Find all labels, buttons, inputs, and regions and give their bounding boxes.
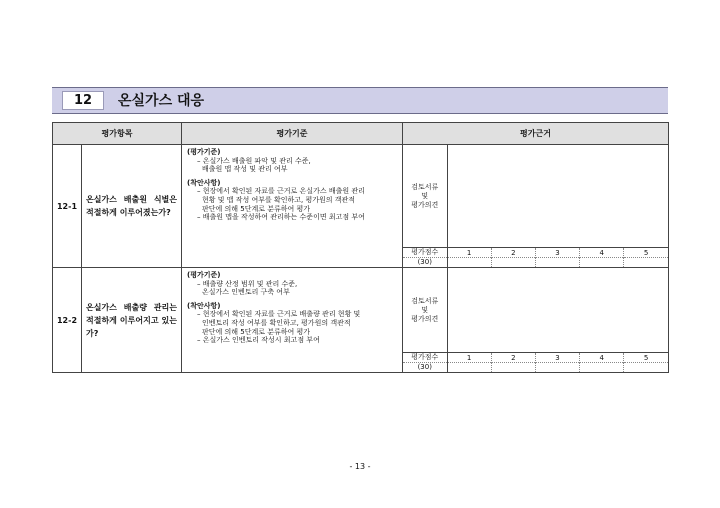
evaluation-basis: [403, 268, 669, 373]
score-cell[interactable]: [580, 258, 624, 268]
score-cell[interactable]: [580, 363, 624, 373]
basis-opinion-area[interactable]: [447, 268, 668, 353]
section-title: 온실가스 대응: [118, 93, 205, 109]
evaluation-item: [82, 268, 182, 373]
basis-grid: [403, 268, 668, 372]
header-basis: 평가근거: [403, 123, 669, 145]
evaluation-table: [52, 122, 669, 373]
score-option[interactable]: 2: [491, 353, 535, 363]
notes-heading: (착안사항): [187, 178, 221, 187]
basis-label: 검토서류 및 평가의견: [403, 268, 447, 353]
score-cell[interactable]: [624, 258, 668, 268]
score-max: (30): [403, 363, 447, 373]
score-row: [403, 353, 668, 363]
evaluation-criteria: [182, 145, 403, 268]
table-row: [53, 268, 669, 373]
score-cell[interactable]: [447, 258, 491, 268]
score-max-row: [403, 363, 668, 373]
score-option[interactable]: 3: [535, 353, 579, 363]
score-cell[interactable]: [535, 363, 579, 373]
section-number: 12: [62, 91, 104, 110]
evaluation-basis: [403, 145, 669, 268]
item-line: 가?: [86, 328, 99, 338]
criteria-line: – 온실가스 배출원 파악 및 관리 수준,: [197, 156, 311, 165]
header-criteria: 평가기준: [182, 123, 403, 145]
criteria-heading: (평가기준): [187, 148, 221, 156]
basis-label: 검토서류 및 평가의견: [403, 145, 447, 248]
notes-line: 판단에 의해 5단계로 분류하여 평가: [202, 204, 311, 213]
evaluation-item: [82, 145, 182, 268]
notes-line: – 현장에서 확인된 자료를 근거로 온실가스 배출원 관리: [197, 187, 365, 196]
page-number: - 13 -: [349, 462, 371, 471]
item-line: 온실가스 배출량 관리는: [86, 302, 178, 312]
score-cell[interactable]: [535, 258, 579, 268]
header-item: 평가항목: [53, 123, 182, 145]
item-line: 적절하게 이루어졌는가?: [86, 208, 171, 217]
criteria-line: – 배출량 산정 범위 및 관리 수준,: [197, 279, 298, 288]
row-number: 12-1: [53, 145, 82, 268]
row-number: 12-2: [53, 268, 82, 373]
item-line: 온실가스 배출원 식별은: [86, 195, 178, 204]
score-option[interactable]: 1: [447, 248, 491, 258]
table-header-row: [53, 123, 669, 145]
basis-opinion-area[interactable]: [447, 145, 668, 248]
notes-heading: (착안사항): [187, 301, 221, 310]
score-option[interactable]: 5: [624, 353, 668, 363]
score-row: [403, 248, 668, 258]
score-option[interactable]: 1: [447, 353, 491, 363]
table-row: [53, 145, 669, 268]
score-cell[interactable]: [447, 363, 491, 373]
section-header: [52, 87, 668, 114]
score-label: 평가점수: [403, 353, 447, 363]
score-option[interactable]: 4: [580, 248, 624, 258]
item-line: 적절하게 이루어지고 있는: [86, 315, 178, 325]
score-cell[interactable]: [491, 363, 535, 373]
criteria-heading: (평가기준): [187, 271, 221, 279]
score-option[interactable]: 2: [491, 248, 535, 258]
score-max: (30): [403, 258, 447, 268]
notes-line: – 배출원 맵을 작성하여 관리하는 수준이면 최고점 부여: [197, 213, 365, 222]
notes-line: – 온실가스 인벤토리 작성시 최고점 부여: [197, 336, 320, 345]
notes-line: 인벤토리 작성 여부를 확인하고, 평가원의 객관적: [202, 318, 351, 327]
notes-line: 판단에 의해 5단계로 분류하여 평가: [202, 327, 311, 336]
score-cell[interactable]: [624, 363, 668, 373]
evaluation-criteria: [182, 268, 403, 373]
score-label: 평가점수: [403, 248, 447, 258]
score-option[interactable]: 5: [624, 248, 668, 258]
notes-line: 현황 및 맵 작성 여부를 확인하고, 평가원의 객관적: [202, 195, 356, 204]
criteria-line: 배출원 맵 작성 및 관리 여부: [202, 165, 288, 174]
score-max-row: [403, 258, 668, 268]
notes-line: – 현장에서 확인된 자료를 근거로 배출량 관리 현황 및: [197, 310, 361, 319]
score-option[interactable]: 3: [535, 248, 579, 258]
basis-grid: [403, 145, 668, 267]
score-cell[interactable]: [491, 258, 535, 268]
score-option[interactable]: 4: [580, 353, 624, 363]
criteria-line: 온실가스 인벤토리 구축 여부: [202, 288, 290, 297]
